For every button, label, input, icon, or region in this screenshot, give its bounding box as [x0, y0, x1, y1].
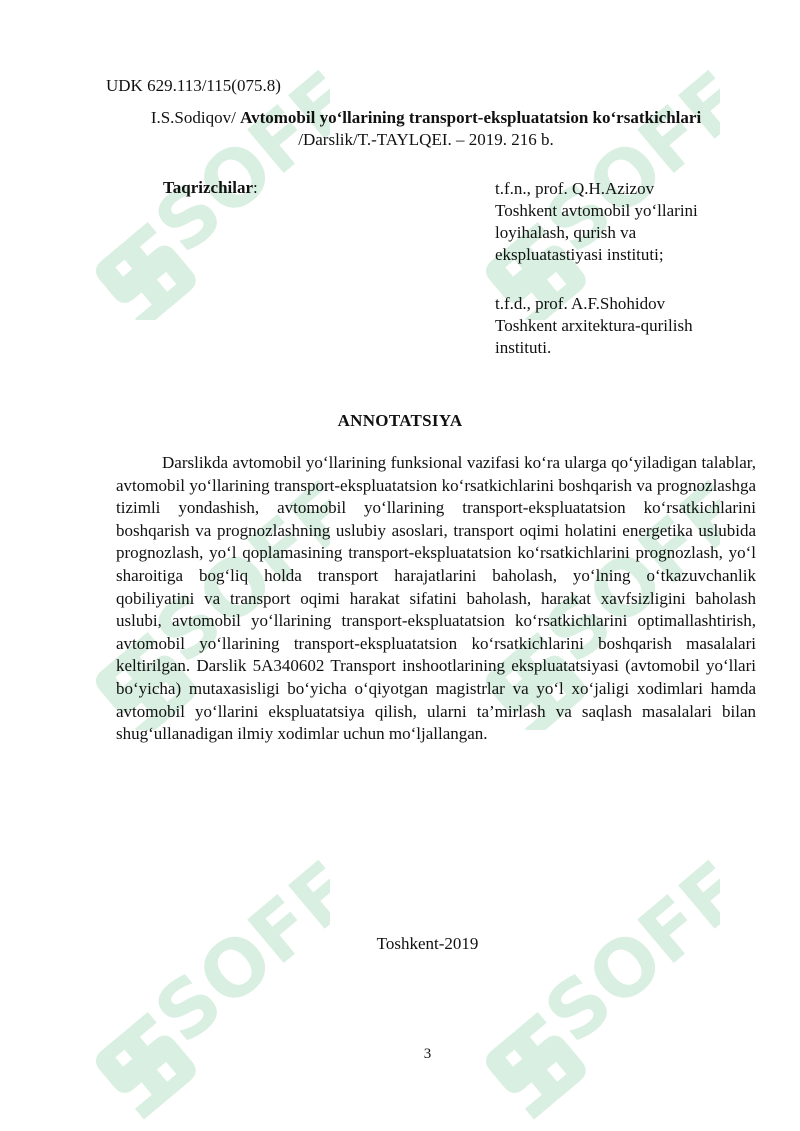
annotation-paragraph: Darslikda avtomobil yo‘llarining funksional vazifasi ko‘ra ularga qo‘yiladigan talablar, avtomobil yo‘llarining transport-ekspluatatsion ko‘rsatkichlarini boshqarish va prognozlashga tizimli yondashish, avtomobil yo‘llarining transport-ekspluatatsion ko‘rsatkichlarini boshqarish va prognozlashning uslubiy asoslari, transport oqimi holatini energetika uslubida prognozlash, yo‘l qoplamasining transport-ekspluatatsion ko‘rsatkichlarini prognozlash, yo‘l sharoitiga bog‘liq holda transport harajatlarini baholash, yo‘lning o‘tkazuvchanlik qobiliyatini va transport oqimi harakat sifatini baholash, harakat xavfsizligini baholash uslubi, avtomobil yo‘llarining transport-ekspluatatsion ko‘rsatkichlarini optimallashtirish, avtomobil yo‘llarining transport-ekspluatatsion ko‘rsatkichlarini boshqarish masalalari keltirilgan. Darslik 5A340602 Transport inshootlarining ekspluatatsiyasi (avtomobil yo‘llari bo‘yicha) mutaxasisligi bo‘yicha o‘qiyotgan magistrlar va yo‘l xo‘jaligi xodimlari hamda avtomobil yo‘llarini ekspluatatsiya qilish, ularni ta’mirlash va saqlash masalalari bilan shug‘ullanadigan ilmiy xodimlar uchun mo‘ljallangan. — [116, 453, 756, 744]
soff-watermark — [470, 840, 720, 1120]
reviewer-affiliation-line: Toshkent avtomobil yo‘llarini — [495, 201, 698, 220]
citation-author: I.S.Sodiqov/ — [150, 108, 236, 127]
annotation-title: ANNOTATSIYA — [337, 411, 463, 430]
bibliographic-citation — [106, 107, 746, 151]
city-year: Toshkent-2019 — [376, 934, 479, 953]
reviewer-affiliation-line: Toshkent arxitektura-qurilish — [495, 316, 693, 335]
reviewer-entry — [495, 178, 755, 266]
reviewer-name: t.f.d., prof. A.F.Shohidov — [495, 294, 666, 313]
reviewer-name: t.f.n., prof. Q.H.Azizov — [495, 179, 655, 198]
citation-title: Avtomobil yo‘llarining transport-ekspluatatsion ko‘rsatkichlari — [240, 108, 702, 127]
reviewer-affiliation-line: loyihalash, qurish va — [495, 223, 637, 242]
page-number: 3 — [423, 1046, 432, 1062]
reviewer-entry — [495, 293, 755, 359]
reviewers-label: Taqrizchilar: — [163, 178, 258, 197]
soff-watermark — [80, 840, 330, 1120]
reviewer-affiliation-line: instituti. — [495, 338, 552, 357]
citation-publication: /Darslik/T.-TAYLQEI. – 2019. 216 b. — [298, 130, 554, 149]
reviewer-affiliation-line: ekspluatastiyasi instituti; — [495, 245, 664, 264]
udk-code: UDK 629.113/115(075.8) — [106, 76, 281, 95]
